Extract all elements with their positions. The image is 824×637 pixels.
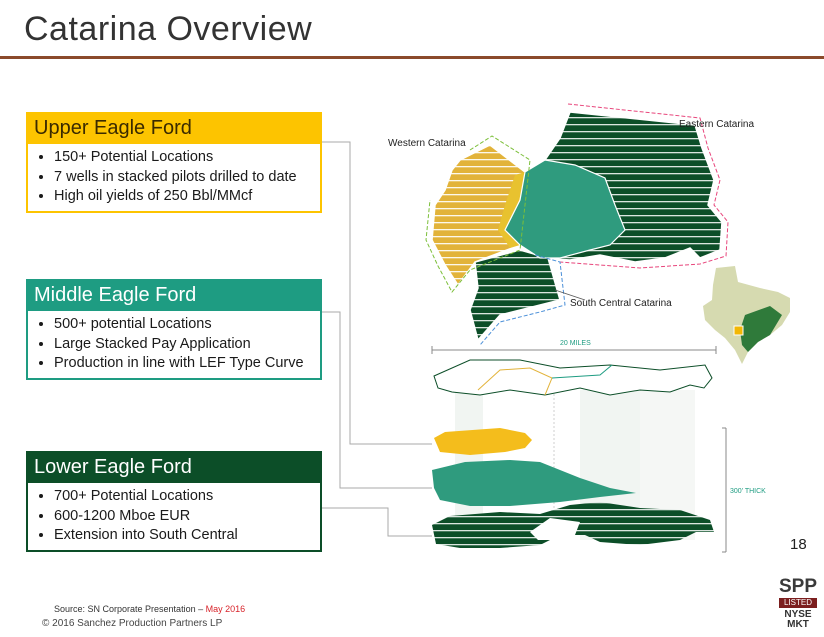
logo-name: SPP [778, 576, 818, 597]
upper-eagle-ford-layer [434, 428, 532, 455]
upper-eagle-ford-title: Upper Eagle Ford [26, 112, 322, 144]
outline-layer [434, 360, 712, 395]
south-central-catarina-area [470, 250, 560, 340]
spp-logo [775, 578, 821, 630]
western-catarina-label: Western Catarina [388, 138, 466, 149]
middle-eagle-ford-bullets [34, 315, 314, 374]
page-number: 18 [790, 536, 807, 553]
bullet-item: • 600-1200 Mboe EUR [54, 507, 314, 527]
bullet-item: • Extension into South Central [54, 526, 314, 546]
bullet-item: • 150+ Potential Locations [54, 148, 314, 168]
bullet-item: • 7 wells in stacked pilots drilled to date [54, 168, 314, 188]
bullet-item: • Production in line with LEF Type Curve [54, 354, 314, 374]
south-central-catarina-label: South Central Catarina [570, 298, 672, 309]
middle-eagle-ford-box [26, 279, 322, 380]
lower-eagle-ford-box [26, 451, 322, 552]
lower-eagle-ford-bullets [34, 487, 314, 546]
bullet-item: • Large Stacked Pay Application [54, 335, 314, 355]
eastern-catarina-label: Eastern Catarina [679, 119, 755, 130]
source-date: May 2016 [205, 604, 246, 614]
page-title: Catarina Overview [24, 10, 313, 48]
logo-exchange: NYSE MKT [784, 609, 812, 630]
source-note [54, 604, 245, 614]
upper-eagle-ford-box [26, 112, 322, 213]
upper-eagle-ford-bullets [34, 148, 314, 207]
bullet-item: • High oil yields of 250 Bbl/MMcf [54, 187, 314, 207]
upper-connector-line [322, 142, 432, 444]
copyright-text: © 2016 Sanchez Production Partners LP [42, 618, 223, 629]
middle-connector-line [322, 312, 432, 488]
logo-listed: LISTED [779, 598, 817, 608]
scale-label: 20 MILES [560, 340, 591, 347]
bullet-item: • 700+ Potential Locations [54, 487, 314, 507]
thickness-label: 300' THICK [730, 488, 766, 495]
source-prefix: Source: SN Corporate Presentation – [54, 604, 206, 614]
bullet-item: • 500+ potential Locations [54, 315, 314, 335]
lower-connector-line [322, 508, 432, 536]
middle-eagle-ford-title: Middle Eagle Ford [26, 279, 322, 311]
catarina-location-marker [734, 326, 743, 335]
lower-eagle-ford-title: Lower Eagle Ford [26, 451, 322, 483]
